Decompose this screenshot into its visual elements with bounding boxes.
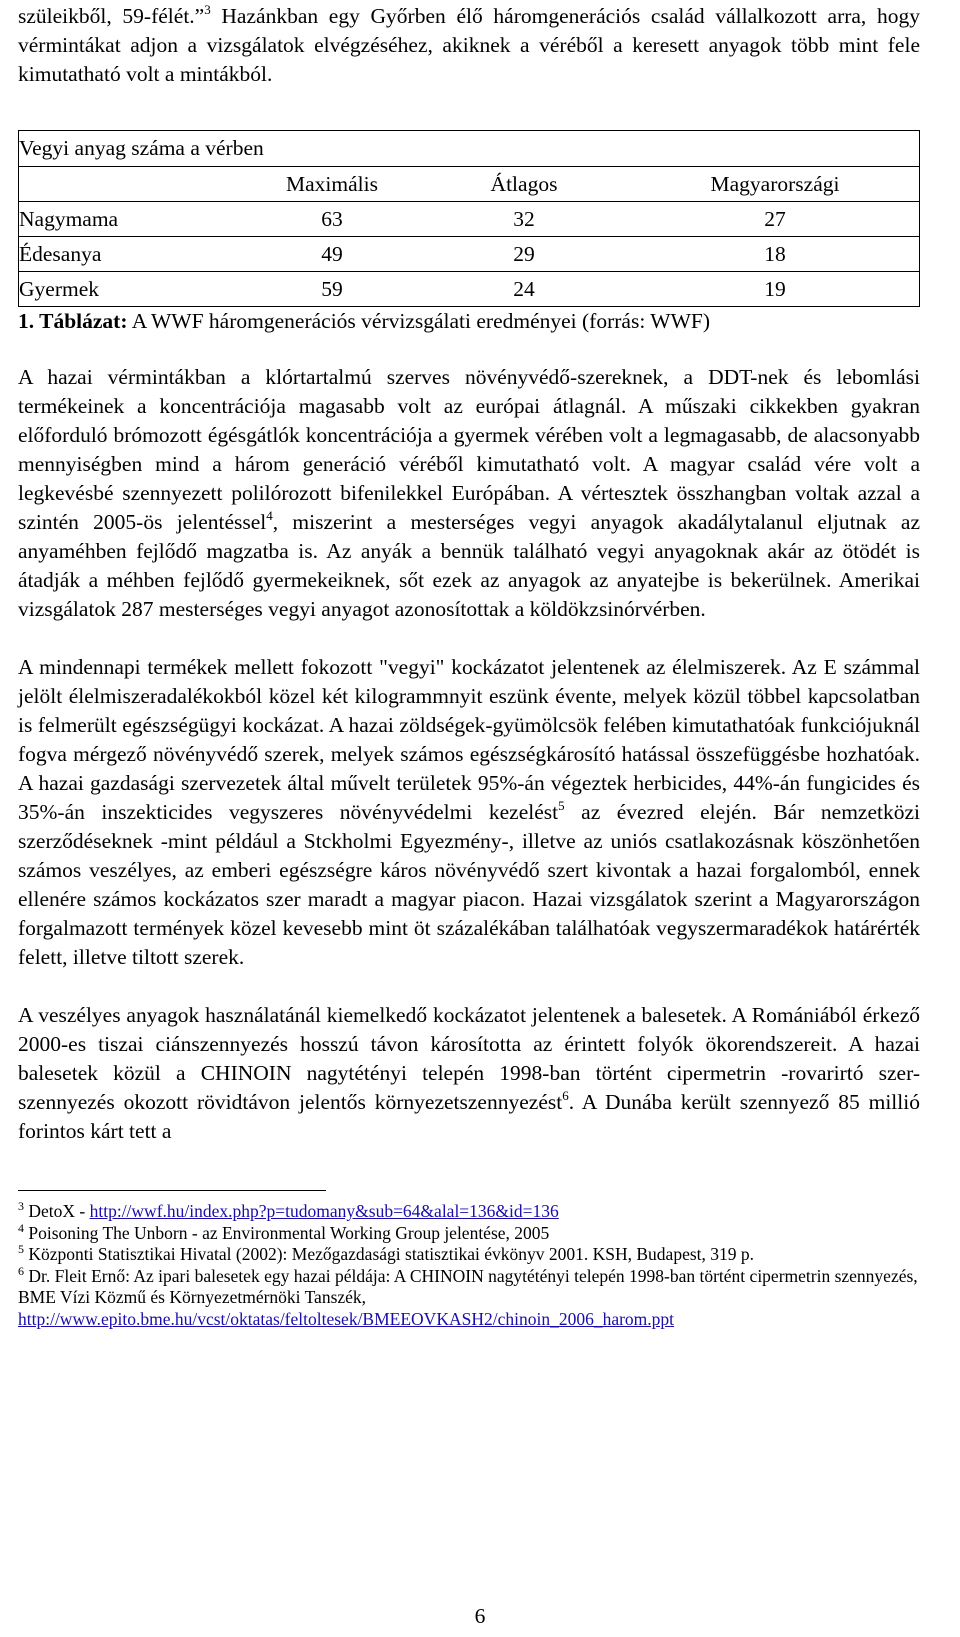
footnote-link-wwf[interactable]: http://wwf.hu/index.php?p=tudomany&sub=64&alal=136&id=136 [89,1201,559,1221]
table-cell: 19 [631,272,920,307]
table-title: Vegyi anyag száma a vérben [19,131,920,167]
table-cell: Gyermek [19,272,248,307]
table-row [19,237,920,272]
table-cell: 49 [247,237,417,272]
table-header-cell [19,167,248,202]
document-page [18,0,920,1330]
table-caption: 1. Táblázat: A WWF háromgenerációs vérvizsgálati eredményei (forrás: WWF) [18,309,710,333]
footnote-ref-6[interactable]: 6 [562,1088,569,1103]
food-risk-paragraph: A mindennapi termékek mellett fokozott "vegyi" kockázatot jelentenek az élelmiszerek. Az E számmal jelölt élelmiszeradalékokból közel két kilogrammnyit eszünk évente, melyek közül többel kapcsolatban is felmerült egészségügyi kockázat. A hazai zöldségek-gyümölcsök felében kimutathatóak funkciójuknál fogva mérgező növényvédő szerek, melyek számos egészségkárosító hatással összefüggésbe hozhatóak. A hazai gazdasági szervezetek által művelt területek 95%-án végeztek herbicides, 44%-án fungicides és 35%-án inszekticides vegyszeres növényvédelmi kezelést$^5$ az évezred elején. Bár nemzetközi szerződéseknek -mint például a Stckholmi Egyezmény-, illetve az uniós csatlakozásnak köszönhetően számos veszélyes, az emberi egészségre káros növényvédő szert kivontak a hazai forgalomból, ennek ellenére számos kockázatos szer maradt a magyar piacon. Hazai vizsgálatok szerint a Magyarországon forgalmazott termények közel kevesebb mint öt százalékában találhatóak vegyszermaradékok határérték felett, illetve tiltott szerek. [18,655,921,969]
table-cell: 18 [631,237,920,272]
table-cell: 59 [247,272,417,307]
table-header-cell: Magyarországi [631,167,920,202]
table-header-row [19,167,920,202]
footnote-6: $^6$ Dr. Fleit Ernő: Az ipari balesetek egy hazai példája: A CHINOIN nagytétényi telepén 1998-ban történt cipermetrin szennyezés, BME Vízi Közmű és Környezetmérnöki Tanszék, http://www.epito.bme.hu/vcst/oktatas/feltoltesek/BMEEOVKASH2/chinoin_2006_harom.ppt [18,1263,918,1329]
table-header-cell: Átlagos [417,167,631,202]
footnote-ref-5[interactable]: 5 [558,798,565,813]
table-cell: 63 [247,202,417,237]
accidents-paragraph: A veszélyes anyagok használatánál kiemelkedő kockázatot jelentenek a balesetek. A Romániából érkező 2000-es tiszai ciánszennyezés hosszú távon károsította az érintett folyók ökorendszereit. A hazai balesetek közül a CHINOIN nagytétényi telepén 1998-ban történt cipermetrin -rovarirtó szer- szennyezés okozott rövidtávon jelentős környezetszennyezést$^6$. A Dunába került szennyező 85 millió forintos kárt tett a [18,1003,920,1143]
footnote-5: $^5$ Központi Statisztikai Hivatal (2002): Mezőgazdasági statisztikai évkönyv 2001. KSH, Budapest, 319 p. [18,1242,755,1264]
table-cell: 29 [417,237,631,272]
table-cell: 27 [631,202,920,237]
table-row [19,272,920,307]
wwf-results-table [18,130,920,307]
footnote-3: $^3$ DetoX - http://wwf.hu/index.php?p=tudomany&sub=64&alal=136&id=136 [18,1199,559,1221]
footnote-separator [18,1190,326,1191]
footnote-link-bme[interactable]: http://www.epito.bme.hu/vcst/oktatas/feltoltesek/BMEEOVKASH2/chinoin_2006_harom.ppt [18,1308,675,1329]
table-cell: Édesanya [19,237,248,272]
table-cell: 32 [417,202,631,237]
page-number: 6 [474,1604,486,1628]
table-row [19,202,920,237]
blood-results-paragraph: A hazai vérmintákban a klórtartalmú szerves növényvédő-szereknek, a DDT-nek és lebomlási termékeinek a koncentrációja magasabb volt az európai átlagnál. A műszaki cikkekben gyakran előforduló brómozott égésgátlók koncentrációja a gyermek vérében volt a legmagasabb, de alacsonyabb mennyiségben mind a három generáció véréből kimutatható volt. A magyar család vére volt a legkevésbé szennyezett polilórozott bifenilekkel Európában. A vértesztek összhangban voltak azzal a szintén 2005-ös jelentéssel$^4$, miszerint a mesterséges vegyi anyagok akadálytalanul eljutnak az anyaméhben fejlődő magzatba is. Az anyák a bennük található vegyi anyagoknak akár az ötödét is átadják a méhben fejlődő gyermekeiknek, sőt ezek az anyagok az anyatejbe is bekerülnek. Amerikai vizsgálatok 287 mesterséges vegyi anyagot azonosítottak a köldökzsinórvérben. [18,365,920,621]
table-cell: Nagymama [19,202,248,237]
footnote-ref-4[interactable]: 4 [266,508,273,523]
footnote-ref-3[interactable]: 3 [204,2,211,17]
footnotes [18,1201,920,1330]
table-cell: 24 [417,272,631,307]
footnote-4: $^4$ Poisoning The Unborn - az Environmental Working Group jelentése, 2005 [18,1220,550,1243]
table-header-cell: Maximális [247,167,417,202]
intro-paragraph: szüleikből, 59-félét.”$^3$ Hazánkban egy Győrben élő háromgenerációs család vállalkozott arra, hogy vérmintákat adjon a vizsgálatok elvégzéséhez, akiknek a véréből a keresett anyagok több mint fele kimutatható volt a mintákból. [18,2,920,86]
